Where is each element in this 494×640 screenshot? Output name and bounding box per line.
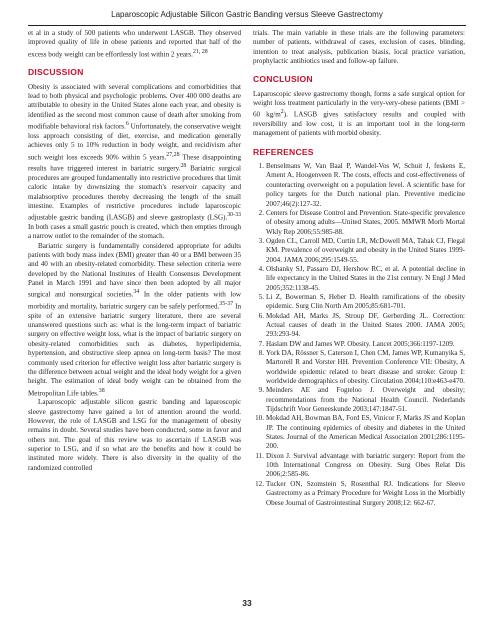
reference-item <box>253 480 465 508</box>
reference-item <box>253 312 465 340</box>
reference-list <box>253 162 465 508</box>
reference-text: Li Z, Bowerman S, Heber D. Health ramifications of the obesity epidemic. Surg Clin North Am 2005;85:681-701. <box>266 292 465 311</box>
reference-number: 11. <box>255 451 264 460</box>
citation: 28 <box>180 163 187 170</box>
reference-item <box>253 452 465 480</box>
reference-text: Tucker ON, Szomstein S, Rosenthal RJ. Indications for Sleeve Gastrectomy as a Primary Procedure for Weight Loss in the Morbidly Obese Journal of Gastrointestinal Surgery 2008;12: 662-67. <box>266 479 465 507</box>
reference-text: Mokdad AH, Bowman BA, Ford ES, Vinicor F, Marks JS and Koplan JP. The continuing epidemics of obesity and diabetes in the United States. Journal of the American Medical Association 2001;286:1195-200. <box>266 414 465 451</box>
page-number: 33 <box>242 598 252 608</box>
citation: 38 <box>98 387 105 394</box>
reference-number: 5. <box>258 292 264 301</box>
left-column <box>28 29 241 473</box>
reference-text: Benselmans W, Van Baal P, Wandel-Vos W, Schuit J, feskens E, Ament A, Hoogenveen R. The costs, effects and cost-effectiveness of counteracting overweight on a population level. A scientific base for policy targets for the Dutch national plan. Preventive medicine 2007;46(2):127-32. <box>266 162 465 208</box>
discussion-text: In spite of an extensive bariatric surgery literature, there are several unanswered questions such as: what is the long-term impact of bariatric surgery on effective weight loss, what is the impact of bariatric surgery on obesity-related comorbidities such as diabetes, hyperlipidemia, hypertension, and obstructive sleep apnea on long-term basis? The most commonly used criterion for effective weight loss after bariatric surgery is the difference between actual weight and the ideal body weight for a given height. The estimation of ideal body weight can be obtained from the Metropolitan Life tables. <box>28 302 242 397</box>
reference-item <box>253 237 465 265</box>
continuation-paragraph: trials. The main variable in these trials are the following parameters: number of patients, withdrawal of cases, exclusion of cases, blinding, intention to treat analysis, publication biasis, local practice variation, prophylactic antibiotics used and follow-up failure. <box>253 29 465 66</box>
citation: 34 <box>133 289 140 296</box>
discussion-text: In both cases a small gastric pouch is created, which then empties through a narrow outlet to the remainder of the stomach. <box>28 222 241 241</box>
right-column <box>253 29 465 508</box>
reference-number: 10. <box>255 414 264 423</box>
reference-item <box>253 349 465 386</box>
reference-number: 7. <box>258 339 264 348</box>
reference-text: Ogden CL, Carroll MD, Curtin LR, McDowell MA, Tabak CJ, Flegal KM. Prevalence of overweight and obesity in the United States 1999-2004. JAMA 2006;295:1549-55. <box>266 236 465 264</box>
reference-item <box>253 293 465 312</box>
discussion-text: These disappointing results have triggered interest in bariatric surgery. <box>28 152 241 173</box>
intro-text: et al in a study of 500 patients who underwent LASGB. They observed improved quality of life in obese patients and reported that half of the excess body weight can be effortlessly lost within 2 years. <box>28 29 241 59</box>
reference-number: 12. <box>255 479 264 488</box>
conclusion-heading: CONCLUSION <box>253 74 313 85</box>
reference-text: Olshanky SJ, Passaro DJ, Hershow RC, et al. A potential decline in life expectancy in the United States in the 21st century. N Engl J Med 2005;352:1138-45. <box>266 264 465 292</box>
reference-number: 4. <box>258 264 264 273</box>
reference-item <box>253 209 465 237</box>
reference-number: 1. <box>258 162 264 171</box>
reference-number: 8. <box>258 349 264 358</box>
discussion-text: In the older patients with low morbidity and mortality, bariatric surgery can be safely performed. <box>28 290 242 311</box>
reference-text: Dixon J. Survival advantage with bariatric surgery: Report from the 10th International Congress on Obesity. Surg Obes Relat Dis 2006;2:585-86. <box>266 451 465 479</box>
reference-item <box>253 340 465 349</box>
citation: 30-33 <box>227 212 241 219</box>
reference-item <box>253 386 465 414</box>
citation: 35-37 <box>219 301 234 308</box>
conclusion-text: Laparoscopic sleeve gastrectomy though, forms a safe surgical option for weight loss treatment particularly in the very-very-obese patients (BMI > 60 kg/m <box>253 89 465 119</box>
reference-number: 2. <box>258 208 264 217</box>
discussion-text: Obesity is associated with several complications and comorbidities that lead to both physical and psychologic problems. Over 400 000 deaths are attributable to obesity in the United States alone each year, and obesity is identified as the second most common cause of death after smoking from modifiable behavioral risk factors. <box>28 82 241 131</box>
discussion-text: Bariatric surgical procedures are grouped fundamentally into restrictive procedures that limit caloric intake by downsizing the stomach's reservoir capacity and malabsorptive procedures thereby decreasing the length of the small intestine. Examples of restrictive procedures include laparoscopic adjustable gastric banding (LASGB) and sleeve gastroplasty (LSG). <box>28 164 241 222</box>
conclusion-text: ). LASGB gives satisfactory results and coupled with reversibility and low cost, it is an important tool in the long-term management of patients with morbid obesity. <box>253 110 466 138</box>
reference-item <box>253 265 465 293</box>
reference-number: 3. <box>258 236 264 245</box>
reference-text: York DA, Rössner S, Caterson I, Chen CM, James WP, Kumanyika S, Martorell R and Vorster HH. Prevention Conference VII: Obesity, A worldwide epidemic related to heart disease and stroke: Group I: worldwide demographics of obesity. Circulation 2004;110:e463-e470. <box>266 349 465 386</box>
reference-text: Haslam DW and James WP. Obesity. Lancet 2005;366:1197-1209. <box>266 339 455 348</box>
reference-number: 9. <box>258 386 264 395</box>
reference-text: Centers for Disease Control and Prevention. State-specific prevalence of obesity among adults—United States, 2005. MMWR Morb Mortal Wkly Rep 2006;55:985-88. <box>266 208 465 236</box>
discussion-paragraph-2 <box>28 242 241 399</box>
reference-number: 6. <box>258 311 264 320</box>
intro-paragraph <box>28 29 241 59</box>
superscript: 2 <box>280 109 284 116</box>
reference-item <box>253 414 465 451</box>
citation: 21, 28 <box>192 48 208 55</box>
discussion-heading: DISCUSSION <box>28 67 84 78</box>
discussion-paragraph-1 <box>28 83 241 242</box>
discussion-text: Bariatric surgery is fundamentally considered appropriate for adults patients with body mass index (BMI) greater than 40 or a BMI between 35 and 40 with an obesity-related comorbidity. These selection criteria were developed by the National Institutes of Health Consensus Development Panel in March 1991 and have since then been adopted by all major surgical and nonsurgical societies. <box>28 241 241 299</box>
running-header: Laparoscopic Adjustable Silicon Gastric Banding versus Sleeve Gastrectomy <box>111 10 383 19</box>
citation: 6 <box>125 121 129 128</box>
conclusion-paragraph <box>253 90 465 139</box>
reference-item <box>253 162 465 209</box>
reference-text: Meinders AE and Fogteloo J. Overweight and obesity; recommendations from the National Health Council. Nederlands Tijdschrift Voor Geneeskunde 2003;147:1847-51. <box>266 386 465 414</box>
reference-text: Mokdad AH, Marks JS, Stroup DF, Gerberding JL. Correction: Actual causes of death in the United States 2000. JAMA 2005; 293:293-94. <box>266 311 465 339</box>
discussion-paragraph-3: Laparoscopic adjustable silicon gastric banding and laparoscopic sleeve gastrectomy have gained a lot of attention around the world. However, the role of LASGB and LSG for the management of obesity remains in doubt. Several studies have been conducted, some in favor and others not. The goal of this review was to ascertain if LASGB was superior to LSG, and if so what are the benefits and how it could be instituted more widely. There is also diversity in the quality of the randomized controlled <box>28 398 241 472</box>
citation: 27,28 <box>166 151 180 158</box>
discussion-text: Unfortunately, the conservative weight loss approach consisting of diet, exercise, and medication generally achieves only 5 to 10% reduction in body weight, and recidivism after such weight loss exceeds 90% within 5 years. <box>28 122 241 161</box>
header-rule <box>28 25 466 26</box>
references-heading: REFERENCES <box>253 146 314 157</box>
